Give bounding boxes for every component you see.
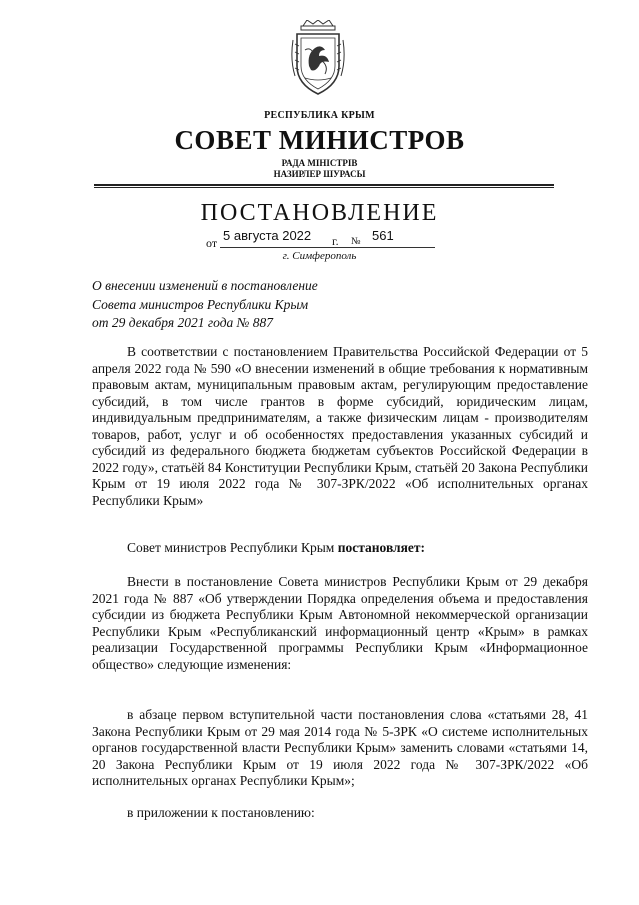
republic-name: РЕСПУБЛИКА КРЫМ	[264, 110, 375, 121]
subject-line: О внесении изменений в постановление	[92, 278, 318, 293]
subject-line: от 29 декабря 2021 года № 887	[92, 315, 273, 330]
paragraph-text: в абзаце первом вступительной части постановления слова «статьями 28, 41 Закона Республики Крым от 29 мая 2014 года № 5-ЗРК «О системе исполнительных органов государственной власти Республики Крым» заменить словами «статьями 14, 20 Закона Республики Крым от 19 июля 2022 года № 307-ЗРК/2022 «Об исполнительных органах Республики Крым»;	[92, 707, 588, 788]
council-title: СОВЕТ МИНИСТРОВ	[174, 125, 465, 155]
resolution-text: Совет министров Республики Крым	[127, 540, 338, 555]
document-date: 5 августа 2022	[223, 228, 312, 243]
paragraph-text: Внести в постановление Совета министров Республики Крым от 29 декабря 2021 года № 887 «Об утверждении Порядка определения объема и предоставления субсидии из бюджета Республики Крым Автономной некоммерческой организации Республики Крым «Республиканский информационный центр «Крым» в рамках реализации Государственной программы Республики Крым «Информационное общество» следующие изменения:	[92, 574, 588, 672]
document-subject	[92, 277, 392, 333]
date-underline	[220, 247, 435, 248]
number-sign: №	[351, 236, 361, 247]
council-title-ukrainian: РАДА МІНІСТРІВ	[281, 158, 358, 168]
header-divider	[94, 184, 554, 186]
amendment-item-paragraph	[92, 707, 588, 790]
coat-of-arms-icon	[291, 20, 345, 98]
appendix-paragraph	[92, 805, 588, 822]
resolution-keyword: постановляет:	[337, 540, 426, 555]
document-number: 561	[372, 228, 394, 243]
date-prefix: от	[206, 236, 218, 250]
paragraph-text	[92, 540, 588, 557]
resolution-paragraph	[92, 540, 588, 557]
city: г. Симферополь	[282, 250, 357, 262]
subject-line: Совета министров Республики Крым	[92, 296, 309, 312]
date-number-line	[206, 230, 436, 250]
document-type: ПОСТАНОВЛЕНИЕ	[200, 200, 439, 226]
paragraph-text: В соответствии с постановлением Правительства Российской Федерации от 5 апреля 2022 года № 590 «О внесении изменений в общие требования к нормативным правовым актам, муниципальным правовым актам, регулирующим предоставление субсидий, в том числе грантов в форме субсидий, юридическим лицам, индивидуальным предпринимателям, а также физическим лицам - производителям товаров, работ, услуг и об особенностях предоставления указанных субсидий и субсидий из федерального бюджета бюджетам субъектов Российской Федерации в 2022 году», статьёй 84 Конституции Республики Крым, статьёй 20 Закона Республики Крым от 19 июля 2022 года № 307-ЗРК/2022 «Об исполнительных органах Республики Крым»	[92, 344, 588, 508]
paragraph-text: в приложении к постановлению:	[127, 805, 315, 820]
amendment-paragraph	[92, 574, 588, 673]
council-title-crimean-tatar: НАЗИРЛЕР ШУРАСЫ	[273, 169, 366, 179]
preamble-paragraph	[92, 344, 588, 509]
header-divider-thin	[94, 187, 554, 188]
year-suffix: г.	[332, 234, 339, 248]
